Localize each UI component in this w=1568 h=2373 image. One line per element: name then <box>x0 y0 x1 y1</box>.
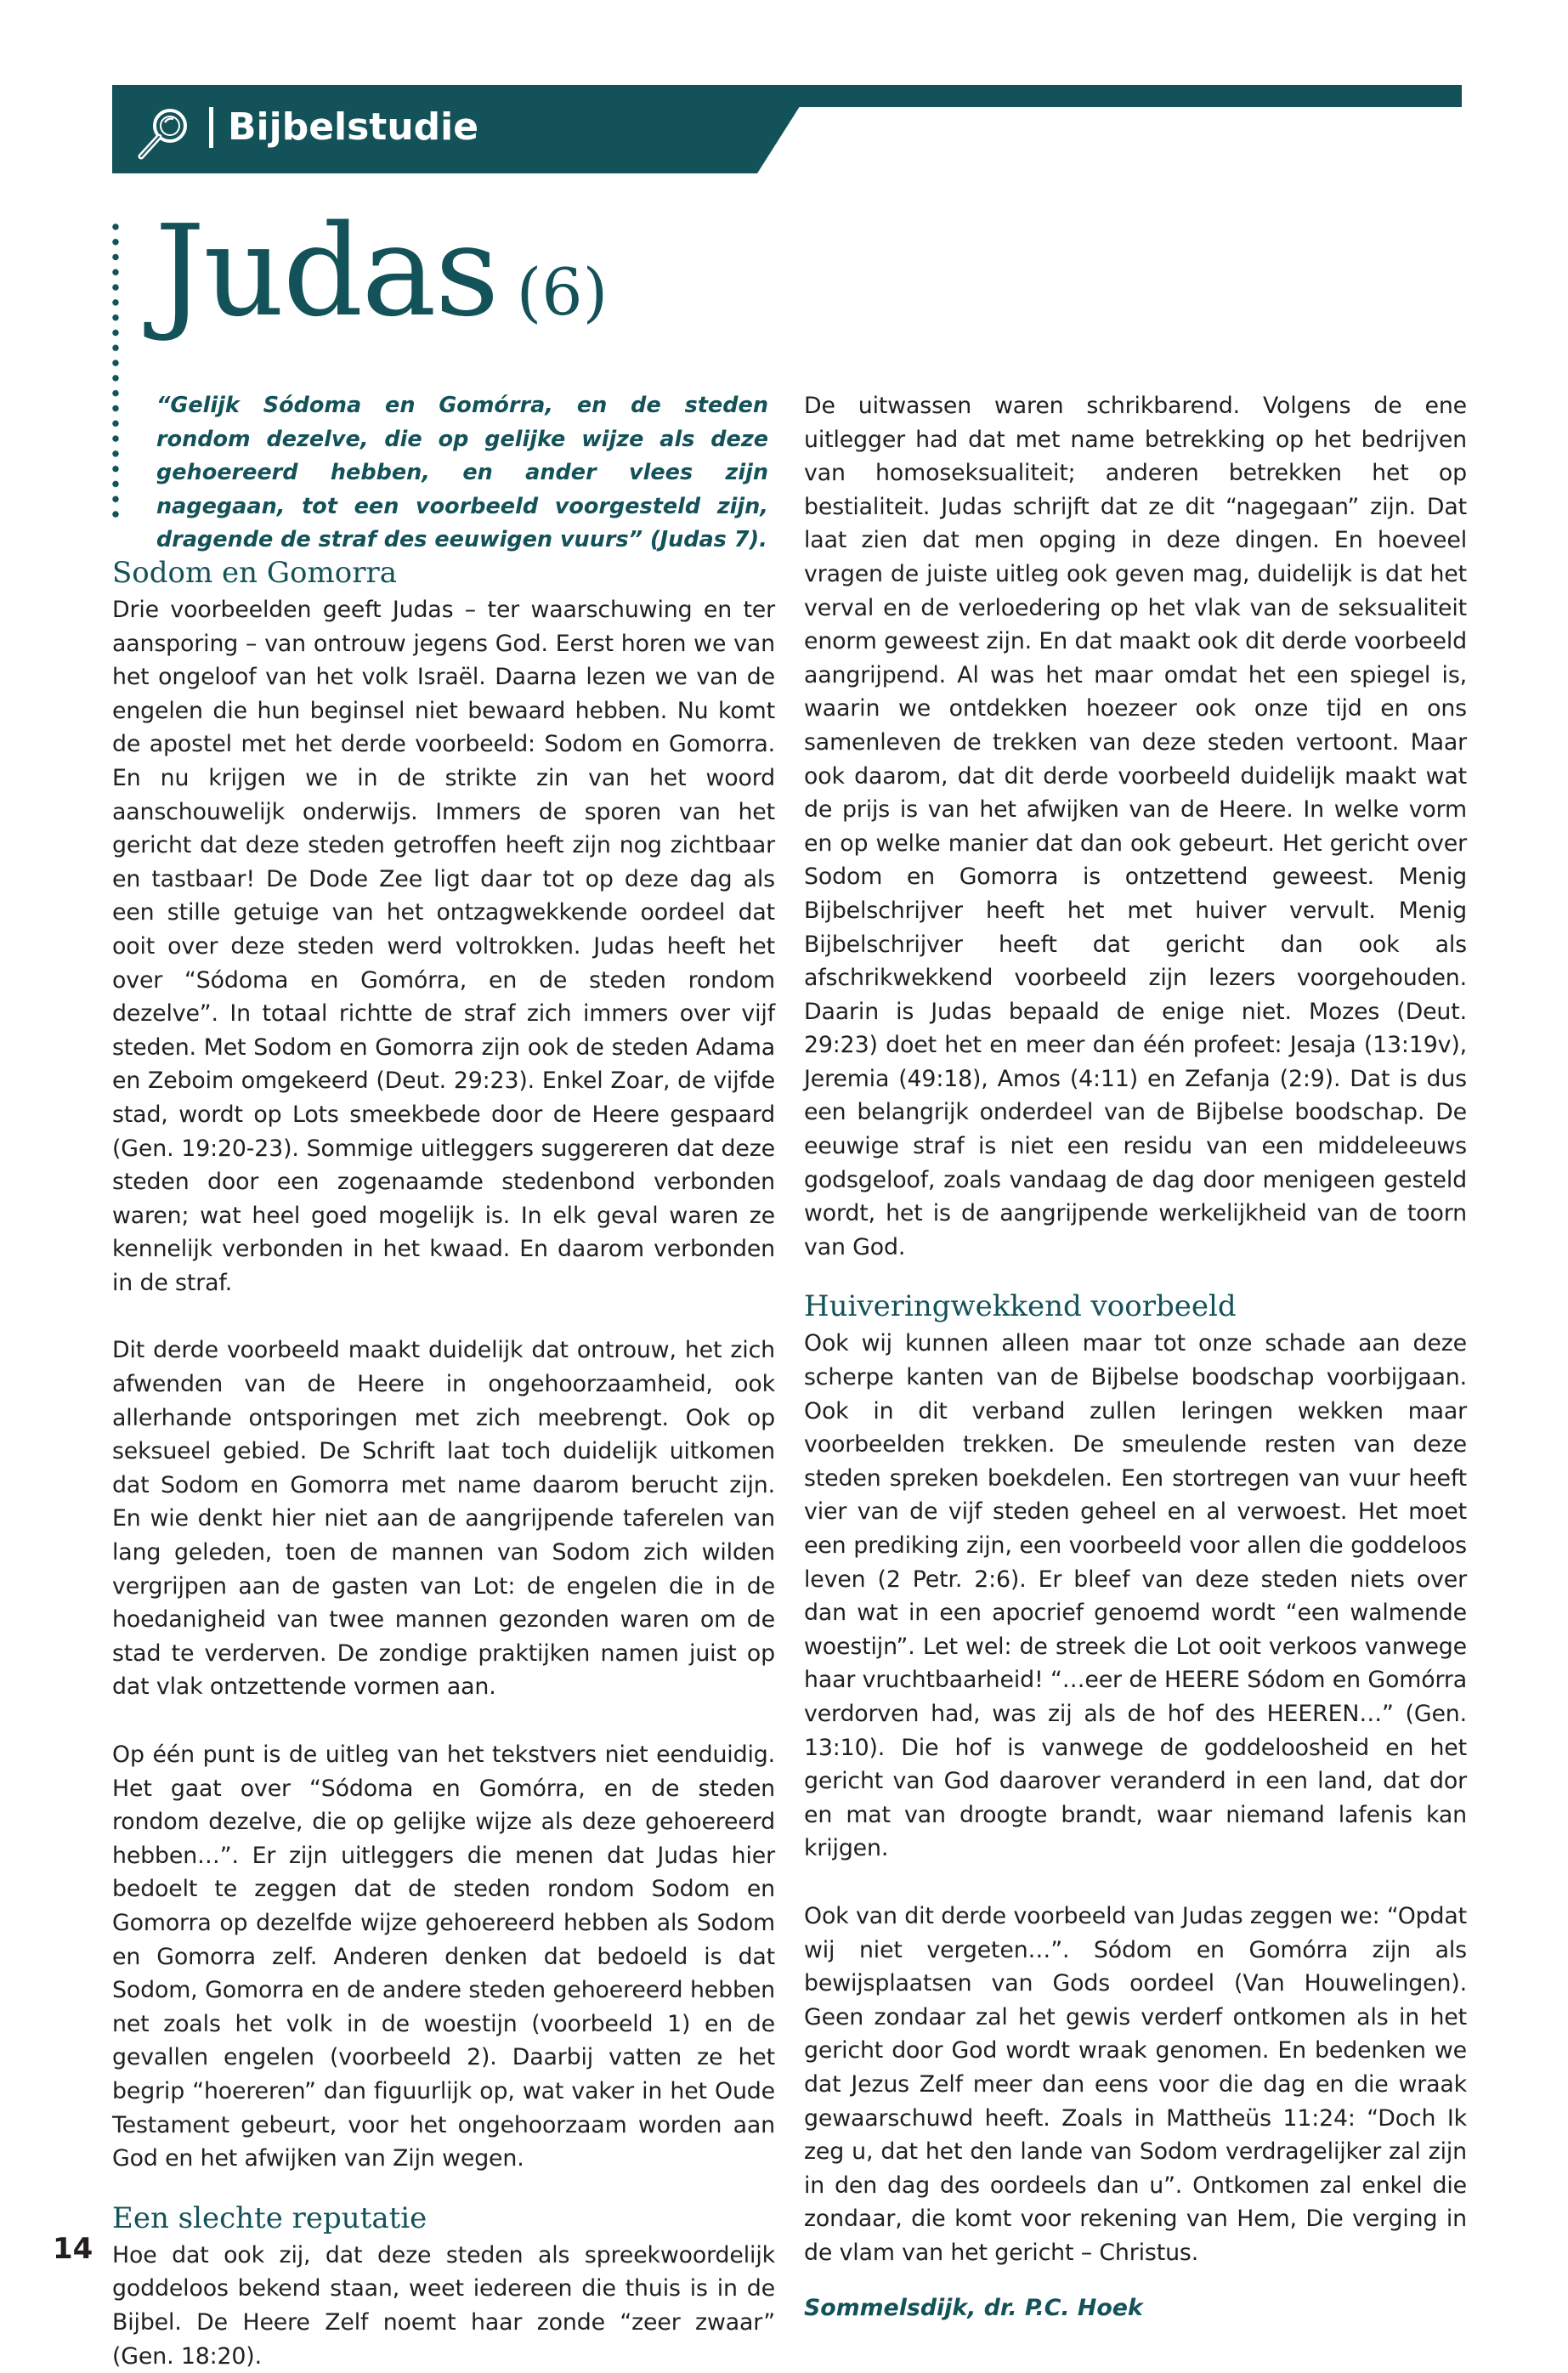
article-title-number: (6) <box>516 254 609 330</box>
heading-sodom-en-gomorra: Sodom en Gomorra <box>112 556 397 590</box>
author-signature: Sommelsdijk, dr. P.C. Hoek <box>804 2295 1143 2322</box>
header-separator <box>209 107 213 148</box>
paragraph: Op één punt is de uitleg van het tekstvers niet eenduidig. Het gaat over “Sódoma en Gomórra, en de steden rondom dezelve, die op gelijke wijze als deze gehoereerd hebben…”. Er zijn uitleggers die menen dat Judas hier bedoelt te zeggen dat de steden rondom Sodom en Gomorra op dezelfde wijze gehoereerd hebben als Sodom en Gomorra zelf. Anderen denken dat bedoeld is dat Sodom, Gomorra en de andere steden gehoereerd hebben net zoals het volk in de woestijn (voorbeeld 1) en de gevallen engelen (voorbeeld 2). Daarbij vatten ze het begrip “hoereren” dan figuurlijk op, wat vaker in het Oude Testament gebeurt, voor het ongehoorzaam worden aan God en het afwijken van Zijn wegen. <box>112 1742 775 2172</box>
paragraph: De uitwassen waren schrikbarend. Volgens de ene uitlegger had dat met name betrekking op het bedrijven van homoseksualiteit; anderen betrekken het op bestialiteit. Judas schrijft dat ze dit “nagegaan” zijn. Dat laat zien dat men opging in deze dingen. En hoeveel vragen de juiste uitleg ook geven mag, duidelijk is dat het verval en de verloedering op het vlak van de seksualiteit enorm geweest zijn. En dat maakt ook dit derde voorbeeld aangrijpend. Al was het maar omdat het een spiegel is, waarin we ontdekken hoezeer ook onze tijd en ons samenleven de trekken van deze steden vertoont. Maar ook daarom, dat dit derde voorbeeld duidelijk maakt wat de prijs is van het afwijken van de Heere. In welke vorm en op welke manier dat dan ook gebeurt. Het gericht over Sodom en Gomorra is ontzettend geweest. Menig Bijbelschrijver heeft het met huiver vervult. Menig Bijbelschrijver heeft dat gericht dan ook als afschrikwekkend voorbeeld zijn lezers voorgehouden. Daarin is Judas bepaald de enige niet. Mozes (Deut. 29:23) doet het en meer dan één profeet: Jesaja (13:19v), Jeremia (49:18), Amos (4:11) en Zefanja (2:9). Dat is dus een belangrijk onderdeel van de Bijbelse boodschap. De eeuwige straf is niet een residu van een middeleeuws godsgeloof, zoals vandaag de dag door menigeen gesteld wordt, het is de aangrijpende werkelijkheid van de toorn van God. <box>804 393 1467 1260</box>
page-number: 14 <box>53 2232 93 2266</box>
heading-huiveringwekkend-voorbeeld: Huiveringwekkend voorbeeld <box>804 1289 1237 1324</box>
left-column <box>112 552 775 2373</box>
article-title <box>155 198 609 344</box>
paragraph: Hoe dat ook zij, dat deze steden als spreekwoordelijk goddeloos bekend staan, weet iedereen die thuis is in de Bijbel. De Heere Zelf noemt haar zonde “zeer zwaar” (Gen. 18:20). <box>112 2241 775 2370</box>
right-column <box>804 389 1467 2325</box>
magnifier-icon <box>129 100 197 168</box>
article-title-text: Judas <box>155 198 498 344</box>
header-rule <box>782 85 1462 107</box>
paragraph: Ook van dit derde voorbeeld van Judas zeggen we: “Opdat wij niet vergeten…”. Sódom en Gomórra zijn als bewijsplaatsen van Gods oordeel (Van Houwelingen). Geen zondaar zal het gewis verderf ontkomen als in het gericht door God wordt wraak genomen. En bedenken we dat Jezus Zelf meer dan eens voor die dag en die wraak gewaarschuwd heeft. Zoals in Mattheüs 11:24: “Doch Ik zeg u, dat het den lande van Sodom verdragelijker zal zijn in den dag des oordeels dan u”. Ontkomen zal enkel die zondaar, die komt voor rekening van Hem, Die verging in de vlam van het gericht – Christus. <box>804 1902 1467 2266</box>
paragraph: Ook wij kunnen alleen maar tot onze schade aan deze scherpe kanten van de Bijbelse boodschap voorbijgaan. Ook in dit verband zullen leringen wekken maar voorbeelden trekken. De smeulende resten van deze steden spreken boekdelen. Een stortregen van vuur heeft vier van de vijf steden geheel en al verwoest. Het moet een prediking zijn, een voorbeeld voor allen die goddeloos leven (2 Petr. 2:6). Er bleef van deze steden niets over dan wat in een apocrief genoemd wordt “een walmende woestijn”. Let wel: de streek die Lot ooit verkoos vanwege haar vruchtbaarheid! “…eer de HEERE Sódom en Gomórra verdorven had, was zij als de hof des HEEREN…” (Gen. 13:10). Die hof is vanwege de goddeloosheid en het gericht van God daarover veranderd in een land, dat dor en mat van droogte brandt, waar niemand lafenis kan krijgen. <box>804 1330 1467 1862</box>
heading-slechte-reputatie: Een slechte reputatie <box>112 2200 427 2235</box>
intro-quote: “Gelijk Sódoma en Gomórra, en de steden rondom dezelve, die op gelijke wijze als deze gehoereerd hebben, en ander vlees zijn nagegaan, tot een voorbeeld voorgesteld zijn, dragende de straf des eeuwigen vuurs” (Judas 7). <box>156 393 768 553</box>
dotted-rule <box>110 219 121 522</box>
section-title: Bijbelstudie <box>228 105 479 149</box>
paragraph: Dit derde voorbeeld maakt duidelijk dat ontrouw, het zich afwenden van de Heere in ongehoorzaamheid, ook allerhande ontsporingen met zich meebrengt. Ook op seksueel gebied. De Schrift laat toch duidelijk uitkomen dat Sodom en Gomorra met name daarom berucht zijn. En wie denkt hier niet aan de aangrijpende taferelen van lang geleden, toen de mannen van Sodom zich wilden vergrijpen aan de gasten van Lot: de engelen die in de hoedanigheid van twee mannen gezonden waren om de stad te verderven. De zondige praktijken namen juist op dat vlak ontzettende vormen aan. <box>112 1337 775 1701</box>
paragraph: Drie voorbeelden geeft Judas – ter waarschuwing en ter aansporing – van ontrouw jegens God. Eerst horen we van het ongeloof van het volk Israël. Daarna lezen we van de engelen die hun beginsel niet bewaard hebben. Nu komt de apostel met het derde voorbeeld: Sodom en Gomorra. En nu krijgen we in de strikte zin van het woord aanschouwelijk onderwijs. Immers de sporen van het gericht dat deze steden getroffen heeft zijn nog zichtbaar en tastbaar! De Dode Zee ligt daar tot op deze dag als een stille getuige van het ontzagwekkende oordeel dat ooit over deze steden werd voltrokken. Judas heeft het over “Sódoma en Gomórra, en de steden rondom dezelve”. In totaal richtte de straf zich immers over vijf steden. Met Sodom en Gomorra zijn ook de steden Adama en Zeboim omgekeerd (Deut. 29:23). Enkel Zoar, de vijfde stad, wordt op Lots smeekbede door de Heere gespaard (Gen. 19:20-23). Sommige uitleggers suggereren dat deze steden door een zogenaamde stedenbond verbonden waren; wat heel goed mogelijk is. In elk geval waren ze kennelijk verbonden in het kwaad. En daarom verbonden in de straf. <box>112 597 775 1296</box>
